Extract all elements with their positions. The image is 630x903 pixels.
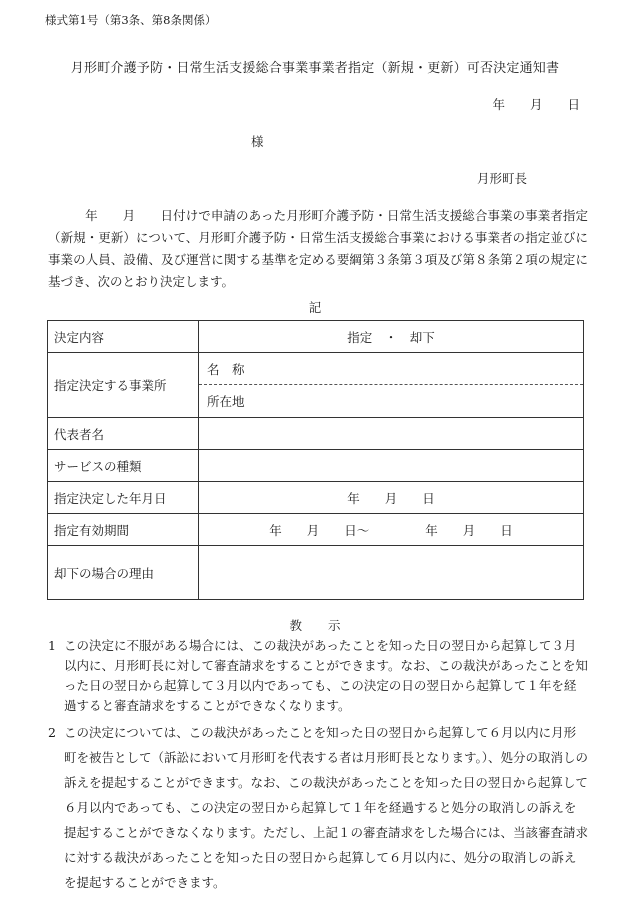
decision-label: 決定内容 (48, 321, 199, 353)
table-row (48, 546, 584, 600)
table-row (48, 514, 584, 546)
note-number: 2 (48, 725, 56, 740)
note-text: この決定に不服がある場合には、この裁決があったことを知った日の翌日から起算して３月以内に、月形町長に対して審査請求をすることができます。なお、この裁決があったことを知った日の翌日から起算して３月以内であっても、この決定の日の翌日から起算して１年を経過すると審査請求をすることができなくなります。 (64, 638, 588, 713)
note-number: 1 (48, 638, 56, 653)
ki-heading: 記 (308, 300, 322, 315)
decision-value: 指定 ・ 却下 (199, 321, 584, 353)
representative-value (199, 418, 584, 450)
office-address-label: 所在地 (207, 394, 245, 409)
validity-value (199, 514, 584, 546)
issue-date: 年 月 日 (492, 97, 580, 112)
rejection-reason-label: 却下の場合の理由 (48, 546, 199, 600)
note-item (48, 720, 588, 895)
service-type-label: サービスの種類 (48, 450, 199, 482)
kyoji-heading: 教示 (289, 618, 367, 633)
office-label: 指定決定する事業所 (48, 353, 199, 418)
body-paragraph (48, 205, 588, 293)
representative-label: 代表者名 (48, 418, 199, 450)
office-name-label: 名 称 (207, 361, 245, 377)
note-item (48, 636, 588, 716)
document-title: 月形町介護予防・日常生活支援総合事業事業者指定（新規・更新）可否決定通知書 (70, 61, 560, 76)
service-type-value (199, 450, 584, 482)
validity-from: 年 月 日～ (269, 522, 370, 538)
validity-label: 指定有効期間 (48, 514, 199, 546)
office-address-field (199, 385, 584, 418)
form-number: 様式第1号（第3条、第8条関係） (45, 13, 217, 27)
rejection-reason-value (199, 546, 584, 600)
table-row (48, 450, 584, 482)
table-row (48, 418, 584, 450)
decision-date-label: 指定決定した年月日 (48, 482, 199, 514)
decision-date-value: 年 月 日 (199, 482, 584, 514)
table-row (48, 353, 584, 385)
note-text: この決定については、この裁決があったことを知った日の翌日から起算して６月以内に月形町を被告として（訴訟において月形町を代表する者は月形町長となります。）、処分の取消しの訴えを提起することができます。なお、この裁決があったことを知った日の翌日から起算して６月以内であっても、この決定の翌日から起算して１年を経過すると処分の取消しの訴えを提起することができなくなります。ただし、上記１の審査請求をした場合には、当該審査請求に対する裁決があったことを知った日の翌日から起算して６月以内に、処分の取消しの訴えを提起することができます。 (64, 725, 589, 890)
table-row (48, 321, 584, 353)
addressee-suffix: 様 (251, 134, 264, 149)
issuer-name: 月形町長 (477, 171, 528, 186)
office-name-field (199, 353, 584, 385)
body-lead-text: 年 月 日付けで申請のあった月形町介護予防・日常生活支援総合事業の事業者指定（新規・更新）について、月形町介護予防・日常生活支援総合事業における事業者の指定並びに事業の人員、設備、及び運営に関する基準を定める要綱第３条第３項及び第８条第２項の規定に基づき、次のとおり決定します。 (48, 208, 588, 289)
table-row (48, 482, 584, 514)
decision-table (47, 320, 584, 600)
validity-to: 年 月 日 (425, 522, 513, 538)
instruction-notes (48, 636, 588, 895)
